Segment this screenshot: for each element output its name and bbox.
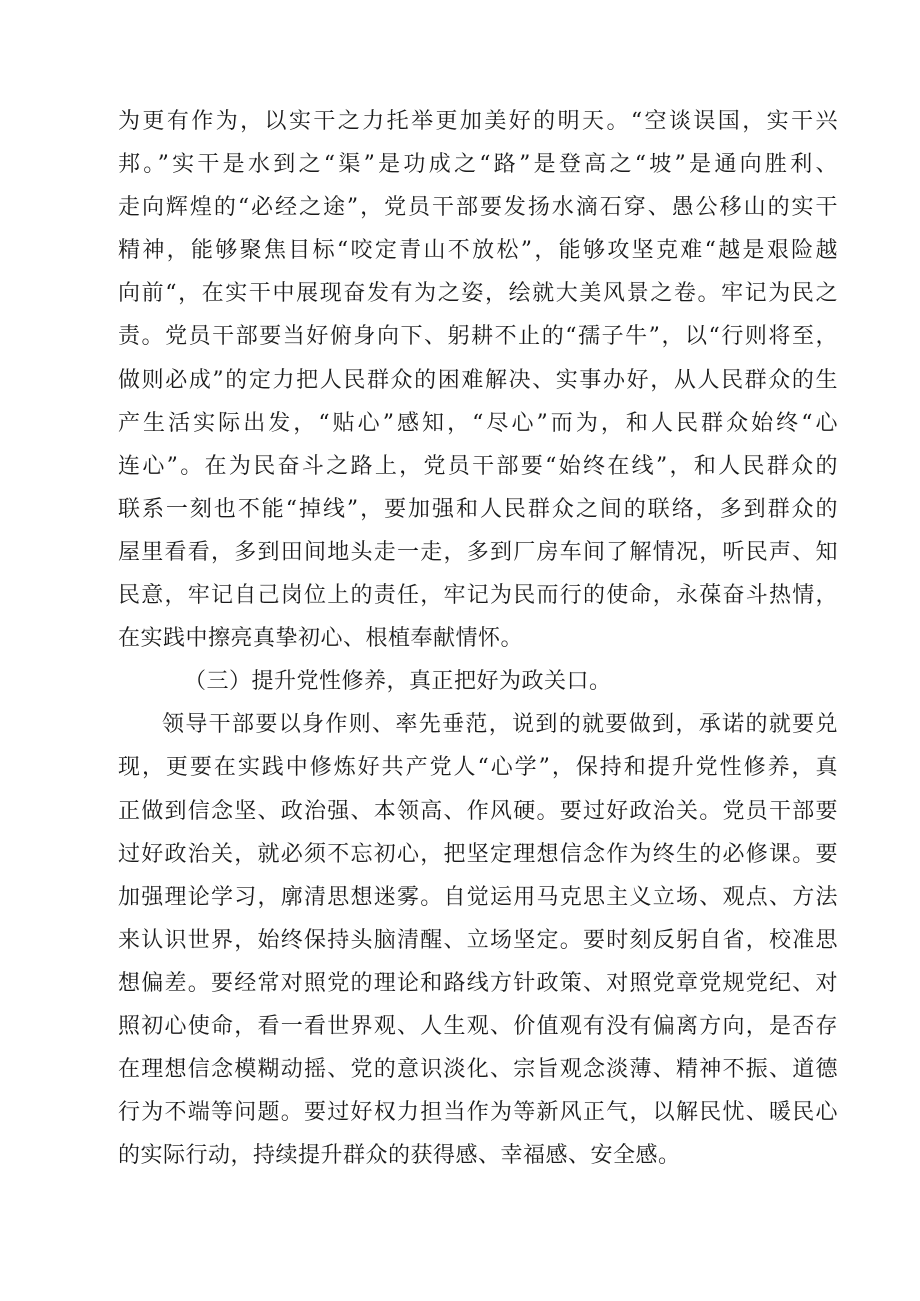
paragraph-line: 的实际行动，持续提升群众的获得感、幸福感、安全感。 xyxy=(118,1143,681,1169)
paragraph-line: 精神，能够聚焦目标“咬定青山不放松”，能够攻坚克难“越是艰险越 xyxy=(118,238,838,264)
paragraph-line: 连心”。在为民奋斗之路上，党员干部要“始终在线”，和人民群众的 xyxy=(118,453,838,479)
paragraph-line: 在实践中擦亮真挚初心、根植奉献情怀。 xyxy=(118,626,524,652)
paragraph-line: 在理想信念模糊动摇、党的意识淡化、宗旨观念淡薄、精神不振、道德 xyxy=(118,1057,838,1083)
paragraph-line: 来认识世界，始终保持头脑清醒、立场坚定。要时刻反躬自省，校准思 xyxy=(118,927,838,953)
paragraph-line: 正做到信念坚、政治强、本领高、作风硬。要过好政治关。党员干部要 xyxy=(118,798,838,824)
document-body xyxy=(118,100,838,1177)
paragraph-line: 民意，牢记自己岗位上的责任，牢记为民而行的使命，永葆奋斗热情， xyxy=(118,583,838,609)
paragraph-line: 过好政治关，就必须不忘初心，把坚定理想信念作为终生的必修课。要 xyxy=(118,841,838,867)
paragraph-line: 为更有作为，以实干之力托举更加美好的明天。“空谈误国，实干兴 xyxy=(118,109,838,134)
paragraph-line: 联系一刻也不能“掉线”，要加强和人民群众之间的联络，多到群众的 xyxy=(118,496,838,522)
paragraph-line: 屋里看看，多到田间地头走一走，多到厂房车间了解情况，听民声、知 xyxy=(118,539,838,565)
section-heading: （三）提升党性修养，真正把好为政关口。 xyxy=(184,669,612,695)
paragraph-line: 加强理论学习，廓清思想迷雾。自觉运用马克思主义立场、观点、方法 xyxy=(118,884,838,910)
paragraph-line: 产生活实际出发，“贴心”感知，“尽心”而为，和人民群众始终“心 xyxy=(118,410,838,436)
paragraph-2 xyxy=(118,703,838,1177)
paragraph-line: 邦。”实干是水到之“渠”是功成之“路”是登高之“坡”是通向胜利、 xyxy=(118,152,838,178)
paragraph-line: 照初心使命，看一看世界观、人生观、价值观有没有偏离方向，是否存 xyxy=(118,1013,838,1039)
paragraph-line: 想偏差。要经常对照党的理论和路线方针政策、对照党章党规党纪、对 xyxy=(118,970,838,996)
paragraph-line: 现，更要在实践中修炼好共产党人“心学”，保持和提升党性修养，真 xyxy=(118,755,838,781)
paragraph-line: 走向辉煌的“必经之途”，党员干部要发扬水滴石穿、愚公移山的实干 xyxy=(118,195,838,221)
paragraph-line: 做则必成”的定力把人民群众的困难解决、实事办好，从人民群众的生 xyxy=(118,367,838,393)
paragraph-1 xyxy=(118,100,838,660)
paragraph-line: 领导干部要以身作则、率先垂范，说到的就要做到，承诺的就要兑 xyxy=(162,712,838,738)
paragraph-line: 责。党员干部要当好俯身向下、躬耕不止的“孺子牛”，以“行则将至， xyxy=(118,324,838,350)
paragraph-line: 行为不端等问题。要过好权力担当作为等新风正气，以解民忧、暖民心 xyxy=(118,1100,838,1126)
paragraph-line: 向前“，在实干中展现奋发有为之姿，绘就大美风景之卷。牢记为民之 xyxy=(118,281,838,307)
